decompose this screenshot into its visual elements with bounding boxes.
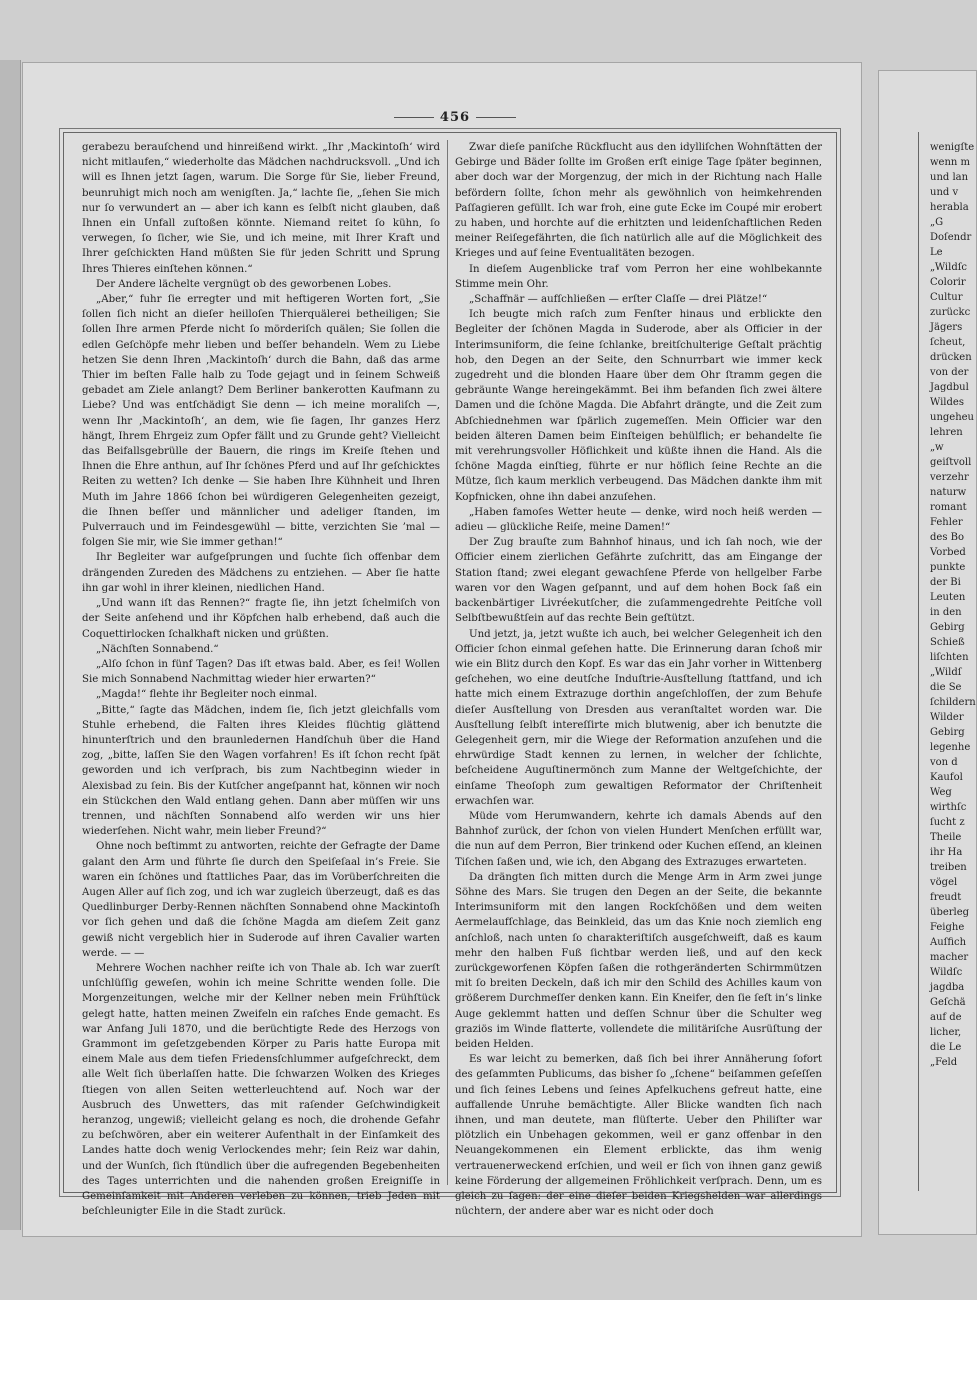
right-paragraph: Da drängten ſich mitten durch die Menge Arm in Arm zwei junge Söhne des Mars. Sie trugen den Degen an der Seite, die bekannte Interimsuniform mit den langen Rockſchößen und dem weiten Aermelaufſchlage, das Beinkleid, das um das Knie noch ziemlich eng anſchloß, nach unten ſo charakteriſtiſch ausgeſchweift, daß es kaum mehr den halben Fuß ſichtbar werden ließ, und auf den keck zurückgeworfenen Köpfen ſaßen die rothgeränderten Schirmmützen mit ſo breiten Deckeln, daß ich mir den Schild des Achilles kaum von größerem Durchmeſſer denken kann. Ein Kneifer, den ſie ſeſt in’s linke Auge geklemmt hatten und deſſen Schnur über die Schulter weg graziös im Winde flatterte, vollendete die militäriſche Ausrüſtung der beiden Helden. <box>455 871 822 1050</box>
next-page-fragment: der Bi <box>930 577 961 588</box>
next-page-fragment: „G <box>930 217 944 228</box>
right-paragraph: „Schaffnär — aufſchließen — erſter Claſſe — drei Plätze!“ <box>469 294 768 306</box>
left-paragraph: Der Andere lächelte vergnügt ob des geworbenen Lobes. <box>96 278 392 290</box>
header-rule-left <box>394 117 434 118</box>
left-paragraph: „Alſo ſchon in fünf Tagen? Das iſt etwas bald. Aber, es ſei! Wollen Sie mich Sonnabend Nachmittag wieder hier erwarten?“ <box>82 658 440 686</box>
next-page-fragment: lehren <box>930 427 963 438</box>
right-column <box>455 140 822 1219</box>
next-page-fragment: auf de <box>930 1012 962 1023</box>
next-page-fragment: ſchildern <box>930 697 976 708</box>
next-page-fragment: Leuten <box>930 592 966 603</box>
left-paragraph: Mehrere Wochen nachher reiſte ich von Thale ab. Ich war zuerſt unſchlüſſig geweſen, wohin ich meine Schritte wenden ſolle. Die Morgenzeitungen, welche mir der Kellner neben mein Frühſtück gelegt hatte, hatten meinen Zweifeln ein raſches Ende gemacht. Es war Anfang Juli 1870, und die berüchtigte Rede des Herzogs von Grammont im geſetzgebenden Körper zu Paris hatte Europa mit einem Male aus dem tiefen Friedensſchlummer aufgeſchreckt, dem alle Welt ſich überlaſſen hatte. Die ſchwarzen Wolken des Krieges ſtiegen von allen Seiten wetterleuchtend auf. Noch war der Ausbruch des Unwetters, das mit raſender Geſchwindigkeit heranzog, ungewiß; vielleicht gelang es noch, die drohende Gefahr zu beſchwören, aber ein weiterer Aufenthalt in der Einſamkeit des Landes hatte doch wenig Verlockendes mehr; ſein Reiz war dahin, und der Wunſch, ſich ſtündlich über die aufregenden Begebenheiten des Tages unterrichten und die nahenden großen Ereigniſſe in Gemeinſamkeit mit Anderen verleben zu können, trieb Jeden mit beſchleunigter Eile in die Stadt zurück. <box>82 962 440 1218</box>
next-page-fragment: herabla <box>930 202 969 213</box>
next-page-fragment: licher, <box>930 1027 962 1038</box>
next-page-fragment: liſchten <box>930 652 969 663</box>
left-paragraph: „Bitte,“ ſagte das Mädchen, indem ſie, ſich jetzt gleichfalls vom Stuhle erhebend, die Falten ihres Kleides flüchtig glättend hinunterſtrich und den braunledernen Handſchuh über die Hand zog, „bitte, laſſen Sie den Wagen vorfahren! Es iſt ſchon recht ſpät geworden und ich verſprach, bis zum Nachtbeginn wieder in Alexisbad zu ſein. Bis der Kutſcher angeſpannt hat, können wir noch ein Stückchen den Wald entlang gehen. Dann aber müſſen wir uns trennen, und nächſten Sonnabend alſo werden wir uns hier wiederſehen. Nicht wahr, mein lieber Freund?“ <box>82 704 440 838</box>
next-page-fragment: Geſchä <box>930 997 966 1008</box>
next-page-fragment: geiſtvoll <box>930 457 972 468</box>
right-paragraph: Es war leicht zu bemerken, daß ſich bei ihrer Annäherung ſofort des geſammten Publicums, das bisher ſo „ſchene“ beiſammen geſeſſen und ſich ſeines Lebens und ſeines Apfelkuchens gefreut hatte, eine auffallende Unruhe bemächtigte. Aller Blicke wandten ſich nach ihnen, und man deutete, man flüſterte. Ueber den Philiſter war plötzlich ein Unbehagen gekommen, weil er ganz offenbar in den Neuangekommenen ein Element erblickte, das ihm wenig vertrauenerweckend erſchien, und weil er ſich von ihnen ganz gewiß keine Förderung der allgemeinen Fröhlichkeit verſprach. Denn, um es gleich zu ſagen: der eine dieſer beiden Kriegshelden war allerdings nüchtern, der andere aber war es nicht oder doch <box>455 1054 822 1218</box>
next-page-fragment: Cultur <box>930 292 963 303</box>
page-number: 456 <box>439 110 471 125</box>
right-paragraph: Zwar dieſe paniſche Rückflucht aus den idylliſchen Wohnſtätten der Gebirge und Bäder ſollte im Großen erſt einige Tage ſpäter beginnen, aber doch war der Morgenzug, der mich in der Richtung nach Halle befördern ſollte, ſchon mehr als gewöhnlich von heimkehrenden Paſſagieren gefüllt. Ich war froh, eine gute Ecke im Coupé mir erobert zu haben, und horchte auf die erhitzten und leidenſchaftlichen Reden meiner Reiſegefährten, die ſich natürlich alle auf die Möglichkeit des Krieges und auf ſeine Eventualitäten bezogen. <box>455 142 822 260</box>
next-page-fragment: Le <box>930 247 943 258</box>
next-page-fragment: Gebirg <box>930 727 965 738</box>
next-page-fragment: jagdba <box>930 982 965 993</box>
next-page-fragment: Auſfich <box>930 937 967 948</box>
next-page-fragment: drücken <box>930 352 972 363</box>
next-page-fragment: Theile <box>930 832 962 843</box>
next-page-fragment: treiben <box>930 862 967 873</box>
next-page-fragment: Wildes <box>930 397 964 408</box>
next-page-fragment: die Le <box>930 1042 962 1053</box>
right-paragraph: Der Zug brauſte zum Bahnhof hinaus, und ich ſah noch, wie der Officier einem zierlichen Gefährte zuſchritt, das am Eingange der Station ſtand; zwei elegant gewachſene Pferde von hellgelber Farbe waren vor den Wagen geſpannt, und auf dem hohen Bock ſaß ein backenbärtiger Livréekutſcher, die zuſammengedrehte Peitſche voll Selbſtbewußtſein auf das rechte Bein geſtützt. <box>455 537 822 625</box>
next-page-fragment: ſucht z <box>930 817 965 828</box>
page-number-header <box>380 110 530 125</box>
right-paragraph: In dieſem Augenblicke traf vom Perron her eine wohlbekannte Stimme mein Ohr. <box>455 263 822 290</box>
next-page-fragment: „Wildſc <box>930 262 968 273</box>
next-page-fragment: punkte <box>930 562 966 573</box>
next-page-fragment: von d <box>930 757 958 768</box>
next-page-fragment: von der <box>930 367 969 378</box>
next-page-fragment: und v <box>930 187 959 198</box>
column-divider <box>447 140 448 1185</box>
next-page-fragment: ihr Ha <box>930 847 963 858</box>
next-page-fragment: wirthſc <box>930 802 967 813</box>
next-page-fragment: Feighe <box>930 922 965 933</box>
next-page-fragment: „w <box>930 442 944 453</box>
next-page-fragment: die Se <box>930 682 962 693</box>
next-page-fragment: zurückc <box>930 307 971 318</box>
next-page-fragment: Jägers <box>930 322 963 333</box>
next-page-fragment: in den <box>930 607 962 618</box>
next-page-fragment: Doſendr <box>930 232 972 243</box>
left-column <box>82 140 440 1219</box>
next-page-column <box>930 140 977 1070</box>
next-page-fragment: wenn m <box>930 157 971 168</box>
next-page-fragment: Schieß <box>930 637 965 648</box>
next-page-fragment: „Feld <box>930 1057 958 1068</box>
next-page-fragment: verzehr <box>930 472 969 483</box>
next-page-fragment: „Wildſ <box>930 667 962 678</box>
next-page-fragment: Fehler <box>930 517 963 528</box>
next-page-fragment: ſcheut, <box>930 337 966 348</box>
next-page-fragment: vögel <box>930 877 958 888</box>
header-rule-right <box>476 117 516 118</box>
next-page-fragment: freudt <box>930 892 962 903</box>
next-page-fragment: Colorir <box>930 277 966 288</box>
next-page-fragment: ungeheu <box>930 412 974 423</box>
next-page-fragment: naturw <box>930 487 967 498</box>
next-page-fragment: Wildſc <box>930 967 963 978</box>
next-page-fragment: Jagdbul <box>930 382 969 393</box>
left-paragraph: gerabezu berauſchend und hinreißend wirkt. „Ihr ‚Mackintoſh‘ wird nicht mitlaufen,“ wiederholte das Mädchen nachdrucksvoll. „Und ich will es Ihnen jetzt ſagen, warum. Die Sorge für Sie, lieber Freund, beunruhigt mich noch am wenigſten. Ja,“ lachte ſie, „ſehen Sie mich nur ſo verwundert an — aber ich kann es ſelbſt nicht glauben, daß Ihnen ein Unfall zuſtoßen könnte. Niemand reitet ſo kühn, ſo verwegen, ſo ſicher, wie Sie, und ich meine, mit Ihrer Kraft und Ihrer geſchickten Hand müßten Sie für jeden Schritt und Sprung Ihres Thieres einſtehen können.“ <box>82 142 440 275</box>
right-paragraph: Müde vom Herumwandern, kehrte ich damals Abends auf den Bahnhof zurück, der ſchon von vielen Hundert Menſchen erfüllt war, die nun auf dem Perron, Bier trinkend oder Kuchen eſſend, an kleinen Tiſchen ſaßen und, wie ich, den Abgang des Extrazuges erwarteten. <box>455 810 822 868</box>
next-page-fragment: des Bo <box>930 532 964 543</box>
next-page-fragment: Kaufol <box>930 772 963 783</box>
next-page-fragment: Vorbed <box>930 547 966 558</box>
left-paragraph: „Nächſten Sonnabend.“ <box>96 643 219 655</box>
left-paragraph: Ihr Begleiter war aufgeſprungen und ſuchte ſich offenbar dem drängenden Zureden des Mädchens zu entziehen. — Aber ſie hatte ihn gar wohl in ihrer kleinen, niedlichen Hand. <box>82 552 440 594</box>
right-paragraph: Und jetzt, ja, jetzt wußte ich auch, bei welcher Gelegenheit ich den Officier ſchon einmal geſehen hatte. Die Erinnerung daran ſchoß mir wie ein Blitz durch den Kopf. Es war das ein Jahr vorher in Wittenberg geſchehen, wo eine deutſche Induſtrie-Ausſtellung ſtattfand, und ich hatte mich einem Extrazuge dorthin angeſchloſſen, der zum Behufe dieſer Ausſtellung von Dresden aus veranſtaltet worden war. Die Ausſtellung ſelbſt intereſſirte mich blutwenig, aber ich benutzte die Gelegenheit gern, mir die Wiege der Reformation anzuſehen und die ehrwürdige Stadt kennen zu lernen, in welcher der ſchlichte, beſcheidene Auguſtinermönch zum Manne der Weltgeſchichte, der einſame Theoſoph zum gewaltigen Reformator der Chriſtenheit erwachſen war. <box>455 628 822 807</box>
bottom-band <box>0 1300 977 1390</box>
next-page-fragment: wenigſte <box>930 142 975 153</box>
right-paragraph: „Haben famoſes Wetter heute — denke, wird noch heiß werden — adieu — glückliche Reiſe, meine Damen!“ <box>455 506 822 534</box>
next-page-fragment: Wilder <box>930 712 964 723</box>
book-spine <box>0 60 21 1230</box>
next-page-fragment: überleg <box>930 907 970 918</box>
right-paragraph: Ich beugte mich raſch zum Fenſter hinaus und erblickte den Begleiter der ſchönen Magda in Suderode, aber als Officier in der Interimsuniform, die ſeine ſchlanke, breitſchulterige Geſtalt prächtig hob, den Degen an der Seite, den Schnurrbart wie immer keck zugedreht und die blonden Haare über dem Ohr ſtramm gegen die gebräunte Wange hereingekämmt. Bei ihm befanden ſich zwei ältere Damen und die ſchöne Magda. Die Abfahrt drängte, und die Zeit zum Abſchiednehmen war ſpärlich zugemeſſen. Mein Officier war den beiden älteren Damen beim Einſteigen behülflich; er behandelte ſie mit verehrungsvoller Höflichkeit und küßte ihnen die Hand. Als die ſchöne Magda einſtieg, führte er nur höflich ſeine Rechte an die Mütze, ſich kaum merklich verbeugend. Das Mädchen dankte ihm mit Kopfnicken, ohne ihn dabei anzuſehen. <box>455 309 822 503</box>
left-paragraph: „Aber,“ fuhr ſie erregter und mit heftigeren Worten fort, „Sie ſollen ſich nicht an dieſer heilloſen Thierquälerei betheiligen; Sie ſollen Ihre armen Pferde nicht ſo mörderiſch quälen; Sie ſollen die edlen Geſchöpfe mehr lieben und beſſer behandeln. Wem zu Liebe hetzen Sie denn Ihren ‚Mackintoſh‘ durch die Bahn, daß das arme Thier im beſten Falle halb zu Tode gejagt und in ſeinem Schweiß gebadet am Ziele anlangt? Dem Berliner bankerotten Kaufmann zu Liebe? Und was entſchädigt Sie denn — ich meine moraliſch —, wenn Ihr ‚Mackintoſh‘, an dem, wie ſie ſagen, Ihr ganzes Herz hängt, Ihrem Ehrgeiz zum Opfer fällt und zu Grunde geht? Vielleicht das Beifallsgebrülle der Bauern, die rings im Kreiſe ſtehen und Ihnen die Ehre anthun, auf Ihr ſchönes Pferd und auf Ihr geſchicktes Reiten zu wetten? Ich denke — Sie haben Ihre Kühnheit und Ihren Muth im Jahre 1866 ſchon bei würdigeren Gelegenheiten gezeigt, die Ihnen beſſer und männlicher und adeliger ſtanden, im Pulverrauch und im Feindesgewühl — bitte, verzichten Sie ’mal — folgen Sie mir, wie Sie immer gethan!“ <box>82 294 440 549</box>
next-page-fragment: legenhe <box>930 742 971 753</box>
next-page-fragment: und lan <box>930 172 969 183</box>
left-paragraph: Ohne noch beſtimmt zu antworten, reichte der Gefragte der Dame galant den Arm und führte ſie durch den Speiſeſaal in’s Freie. Sie waren ein ſchönes und ſtattliches Paar, das im Vorüberſchreiten die Augen Aller auf ſich zog, und ich war zugleich überzeugt, daß es das Quedlinburger Derby-Rennen nächſten Sonnabend ohne Mackintoſh vor ſich gehen und daß die ſchöne Magda am dieſem Zeit ganz gewiß nicht vergeblich hier in Suderode auf ihren Cavalier warten werde. — — <box>82 841 440 959</box>
left-paragraph: „Magda!“ flehte ihr Begleiter noch einmal. <box>96 689 318 701</box>
left-paragraph: „Und wann iſt das Rennen?“ fragte ſie, ihn jetzt ſchelmiſch von der Seite anſehend und ihr Köpfchen halb erhebend, daß auch die Coquettirlocken ſchalkhaft nicken und grüßten. <box>82 598 440 640</box>
next-page-fragment: Gebirg <box>930 622 965 633</box>
next-page-fragment: Weg <box>930 787 952 798</box>
next-page-fragment: romant <box>930 502 967 513</box>
next-page-fragment: macher <box>930 952 969 963</box>
